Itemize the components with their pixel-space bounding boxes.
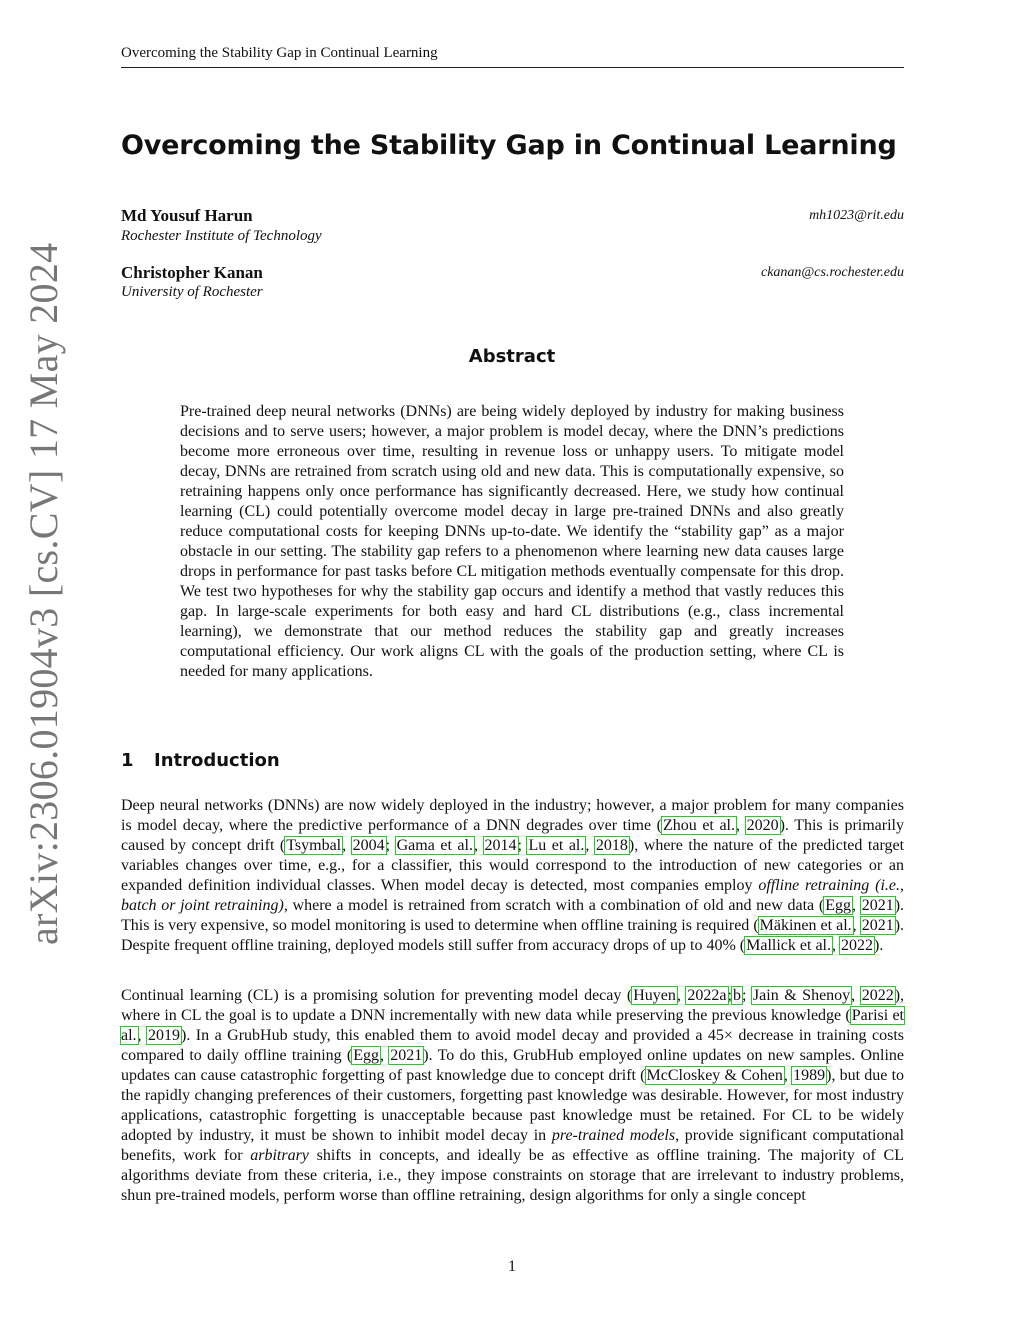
citation-separator: , — [380, 1047, 390, 1064]
author-email: mh1023@rit.edu — [809, 208, 904, 223]
section-heading-introduction — [121, 749, 280, 773]
citation-link[interactable]: Zhou et al. — [662, 817, 735, 834]
citation-link[interactable]: b — [732, 987, 741, 1004]
citation-link[interactable]: 2021 — [861, 917, 894, 934]
citation-link[interactable]: Huyen — [633, 987, 676, 1004]
section-title: Introduction — [154, 750, 280, 771]
author-affiliation: Rochester Institute of Technology — [121, 228, 322, 244]
author-email: ckanan@cs.rochester.edu — [761, 265, 904, 280]
author-affiliation: University of Rochester — [121, 284, 263, 300]
citation-link[interactable]: Gama et al. — [396, 837, 473, 854]
emphasis-text: offline retraining (i.e., batch or joint retraining) — [121, 877, 904, 914]
page-number: 1 — [508, 1258, 516, 1275]
paragraph-text: Continual learning (CL) is a promising solution for preventing model decay ( — [121, 987, 633, 1004]
citation-link[interactable]: Egg — [353, 1047, 380, 1064]
emphasis-text: pre-trained models — [551, 1127, 676, 1144]
citation-link[interactable]: 2004 — [352, 837, 385, 854]
paper-title: Overcoming the Stability Gap in Continual Learning — [121, 130, 897, 161]
citation-separator: ; — [385, 837, 396, 854]
citation-link[interactable]: 2019 — [148, 1027, 181, 1044]
citation-separator: , — [851, 987, 861, 1004]
citation-link[interactable]: Mäkinen et al. — [759, 917, 852, 934]
section-number: 1 — [121, 750, 134, 771]
citation-separator: ; — [741, 987, 752, 1004]
citation-link[interactable]: 2020 — [746, 817, 779, 834]
citation-link[interactable]: Jain & Shenoy — [752, 987, 851, 1004]
citation-link[interactable]: 1989 — [793, 1067, 826, 1084]
paragraph-text: ). This is very expensive, so model monitoring is used to determine when offline training is required ( — [121, 897, 905, 934]
paragraph-text: , where a model is retrained from scratch with a combination of old and new data ( — [283, 897, 825, 914]
emphasis-text: arbitrary — [250, 1147, 309, 1164]
citation-separator: , — [736, 817, 746, 834]
citation-separator: , — [342, 837, 352, 854]
arxiv-identifier-stamp: arXiv:2306.01904v3 [cs.CV] 17 May 2024 — [21, 242, 66, 945]
paragraph-text: ), where in CL the goal is to update a DNN incrementally with new data while preserving the previous knowledge ( — [121, 987, 905, 1024]
citation-link[interactable]: 2014 — [484, 837, 517, 854]
citation-link[interactable]: 2018 — [595, 837, 628, 854]
citation-separator: ; — [517, 837, 528, 854]
paragraph-text: ), but due to the rapidly changing preferences of their customers, forgetting past knowledge was desirable. However, for most industry applications, catastrophic forgetting is unacceptable because past knowledge must be retained. For CL to be widely adopted by industry, it must be shown to inhibit model decay in — [121, 1067, 905, 1144]
citation-separator: ; — [727, 987, 732, 1004]
abstract-text: Pre-trained deep neural networks (DNNs) are being widely deployed by industry for making business decisions and to serve users; however, a major problem is model decay, where the DNN’s predictions become more erroneous over time, resulting in revenue loss or unhappy users. To mitigate model decay, DNNs are retrained from scratch using old and new data. This is computationally expensive, so retraining happens only once performance has significantly decreased. Here, we study how continual learning (CL) could potentially overcome model decay in large pre-trained DNNs and also greatly reduce computational costs for keeping DNNs up-to-date. We identify the “stability gap” as a major obstacle in our setting. The stability gap refers to a phenomenon where learning new data causes large drops in performance for past tasks before CL mitigation methods eventually compensate for this drop. We test two hypotheses for why the stability gap occurs and identify a method that vastly reduces this gap. In large-scale experiments for both easy and hard CL distributions (e.g., class incremental learning), we demonstrate that our method reduces the stability gap and greatly increases computational efficiency. Our work aligns CL with the goals of the production setting, where CL is needed for many applications. — [180, 403, 844, 680]
citation-separator: , — [676, 987, 687, 1004]
author-name: Christopher Kanan — [121, 263, 263, 282]
citation-link[interactable]: 2022a — [687, 987, 727, 1004]
citation-link[interactable]: Parisi et al. — [121, 1007, 904, 1044]
paragraph-text: ). This is primarily caused by concept drift ( — [121, 817, 904, 854]
citation-separator: , — [852, 917, 861, 934]
citation-link[interactable]: 2022 — [840, 937, 873, 954]
paragraph-text: ), where the nature of the predicted target variables changes over time, e.g., for a classifier, this would correspond to the introduction of new categories or an expanded definition individual classes. When model decay is detected, most companies employ — [121, 837, 905, 894]
running-header: Overcoming the Stability Gap in Continual Learning — [121, 44, 904, 68]
paragraph-text: , provide significant computational benefits, work for — [121, 1127, 905, 1164]
intro-paragraph-2 — [121, 986, 904, 1206]
citation-link[interactable]: 2021 — [861, 897, 894, 914]
citation-link[interactable]: 2022 — [861, 987, 894, 1004]
citation-separator: , — [831, 937, 840, 954]
intro-paragraph-1 — [121, 796, 904, 956]
citation-separator: , — [851, 897, 861, 914]
paragraph-text: ). Despite frequent offline training, deployed models still suffer from accuracy drops of up to 40% ( — [121, 917, 905, 954]
citation-link[interactable]: Lu et al. — [528, 837, 585, 854]
paragraph-text: ). To do this, GrubHub employed online updates on new samples. Online updates can cause catastrophic forgetting of past knowledge due to concept drift ( — [121, 1047, 905, 1084]
paragraph-text: ). — [873, 937, 884, 954]
citation-link[interactable]: Egg — [825, 897, 851, 914]
citation-separator: , — [137, 1027, 148, 1044]
citation-link[interactable]: McCloskey & Cohen — [646, 1067, 783, 1084]
citation-link[interactable]: Tsymbal — [286, 837, 342, 854]
citation-separator: , — [473, 837, 484, 854]
author-name: Md Yousuf Harun — [121, 206, 253, 225]
citation-link[interactable]: 2021 — [390, 1047, 423, 1064]
citation-separator: , — [783, 1067, 793, 1084]
citation-separator: , — [585, 837, 595, 854]
paragraph-text: shifts in concepts, and ideally be as effective as offline training. The majority of CL algorithms deviate from these criteria, i.e., they impose constraints on storage that are irrelevant to industry problems, shun pre-trained models, perform worse than offline retraining, design algorithms for only a single concept — [121, 1147, 904, 1204]
abstract-heading: Abstract — [468, 346, 556, 367]
citation-link[interactable]: Mallick et al. — [746, 937, 831, 954]
paragraph-text: ). In a GrubHub study, this enabled them to avoid model decay and provided a 45× decrease in training costs compared to daily offline training ( — [121, 1027, 905, 1064]
paragraph-text: Deep neural networks (DNNs) are now widely deployed in the industry; however, a major problem for many companies is model decay, where the predictive performance of a DNN degrades over time ( — [121, 797, 904, 834]
